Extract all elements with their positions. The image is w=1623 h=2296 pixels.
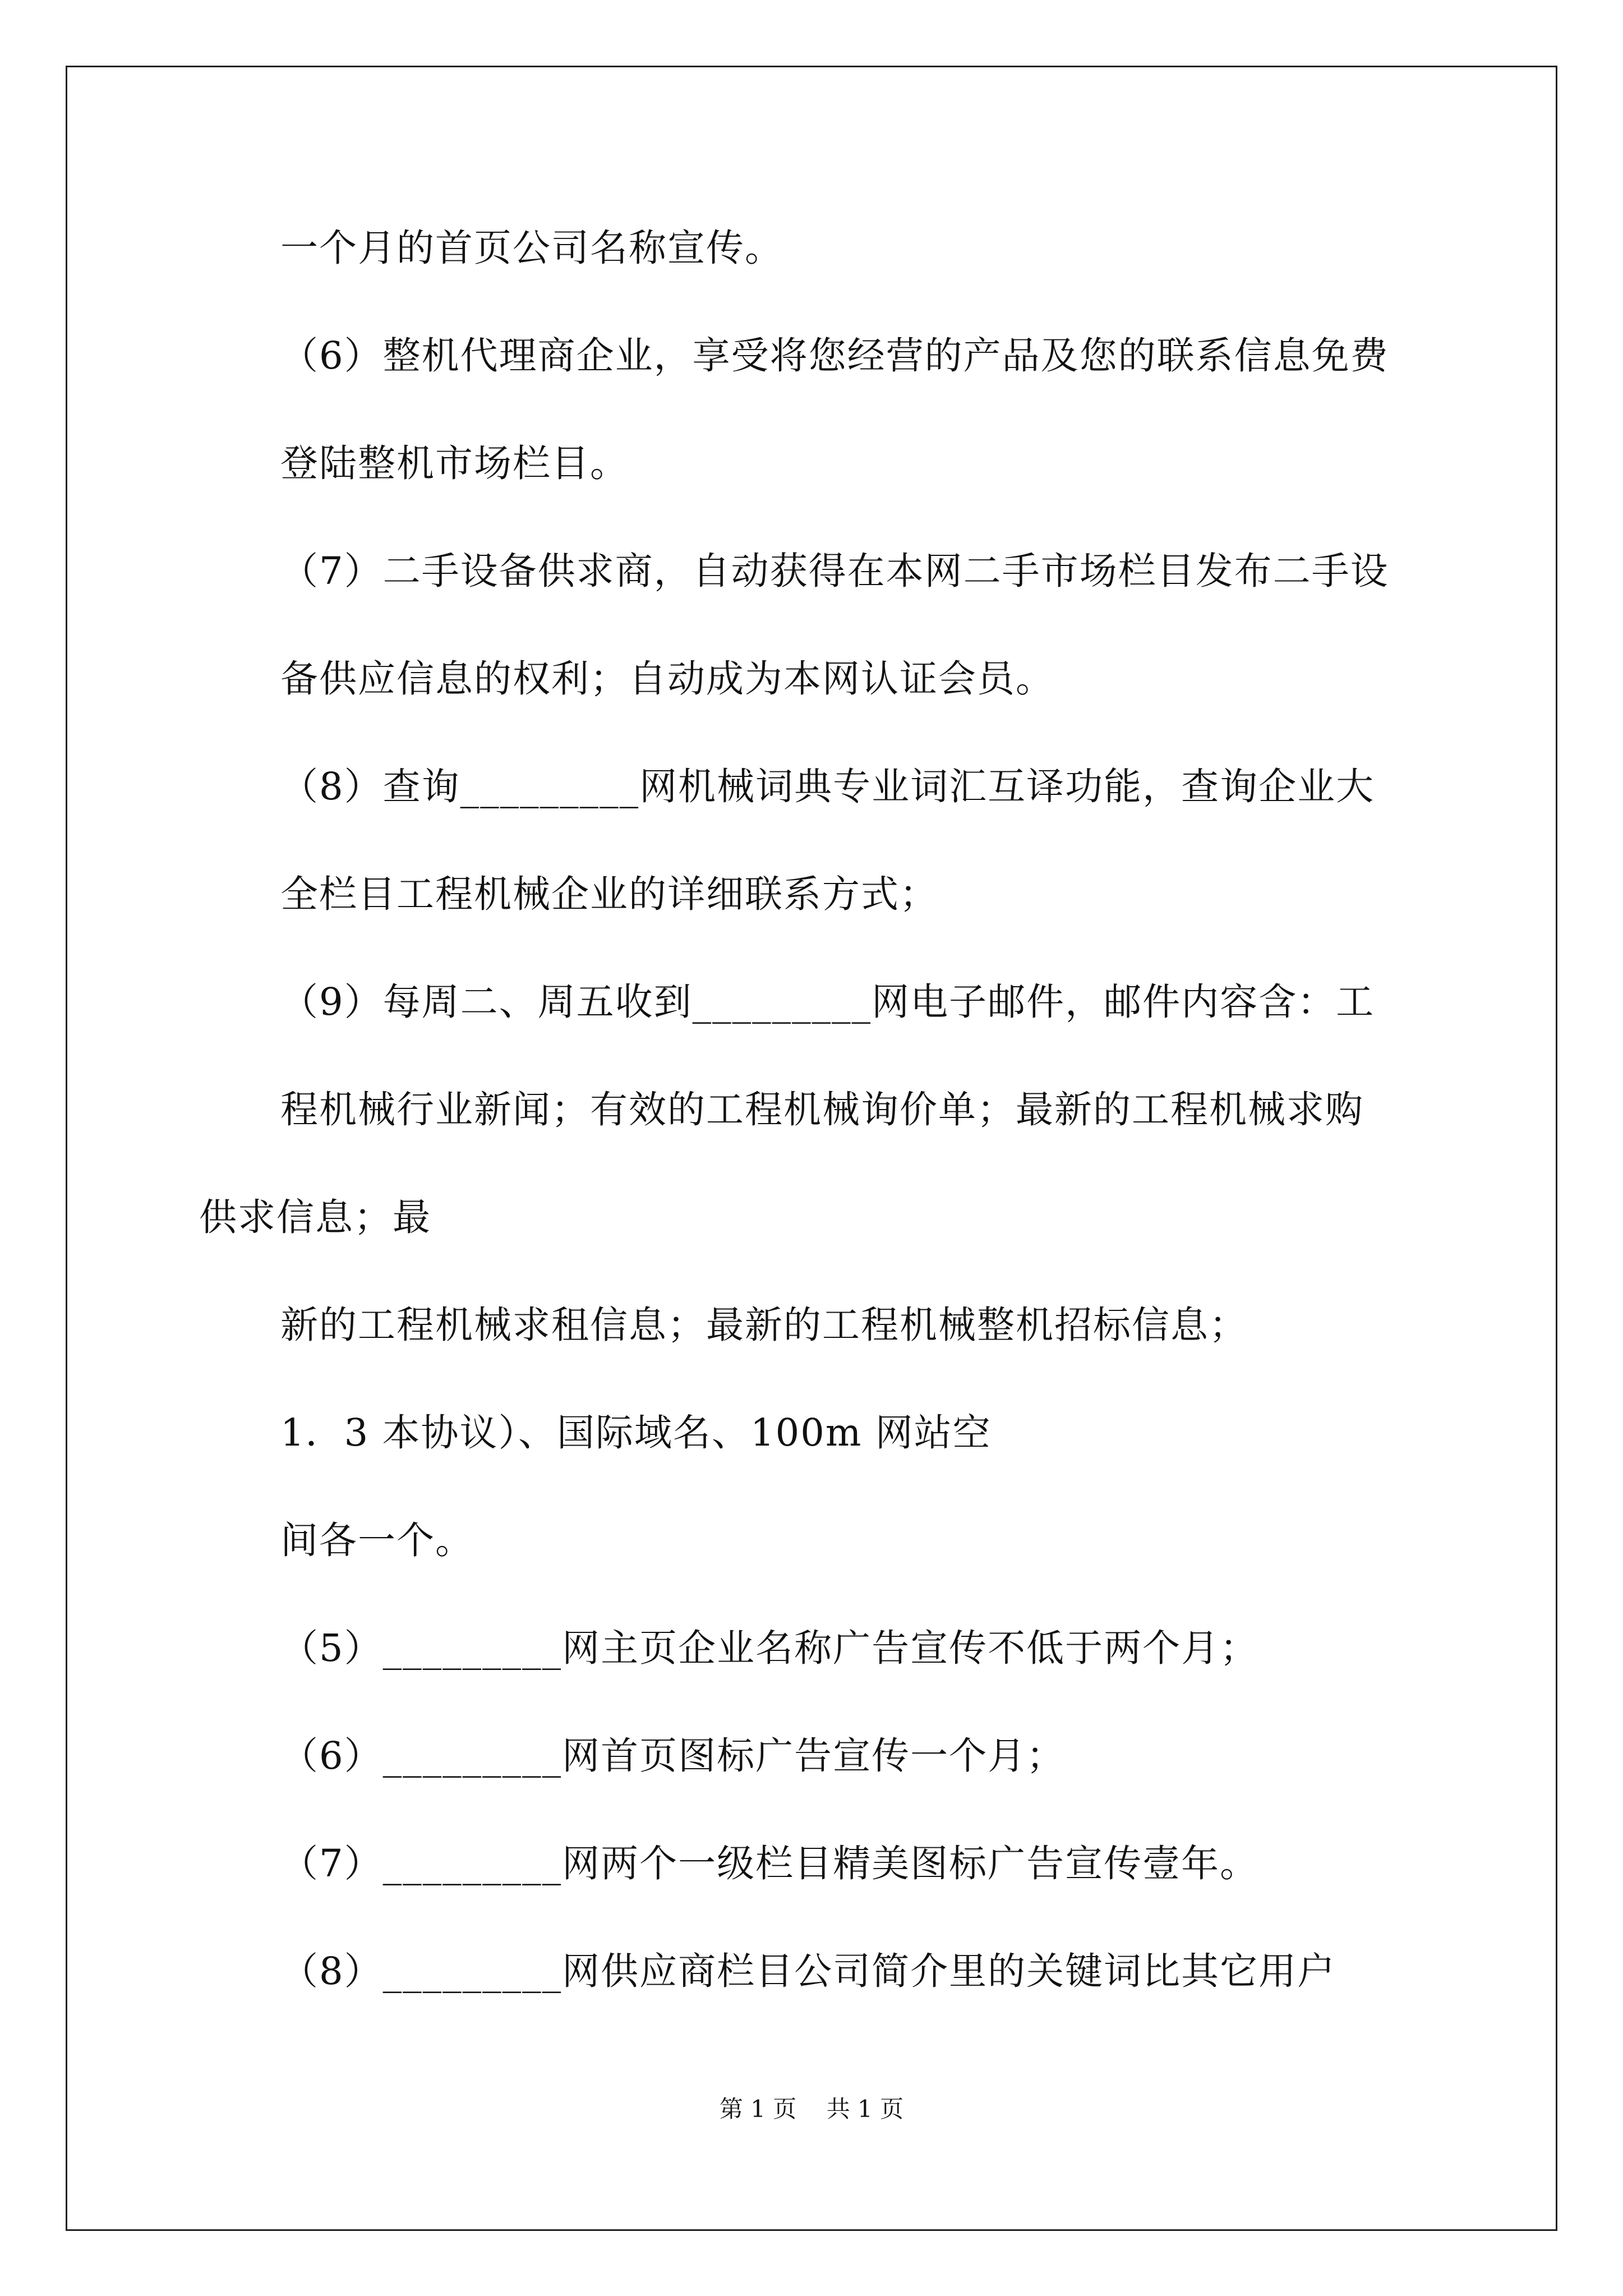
text-line-16: （7）_________网两个一级栏目精美图标广告宣传壹年。	[280, 1842, 1259, 1885]
text-line-7: 全栏目工程机械企业的详细联系方式；	[280, 872, 938, 916]
text-line-14: （5）_________网主页企业名称广告宣传不低于两个月；	[280, 1626, 1259, 1670]
text-line-2: （6）整机代理商企业，享受将您经营的产品及您的联系信息免费	[280, 334, 1389, 378]
text-line-4: （7）二手设备供求商，自动获得在本网二手市场栏目发布二手设	[280, 549, 1389, 593]
text-line-9: 程机械行业新闻；有效的工程机械询价单；最新的工程机械求购	[280, 1088, 1364, 1131]
text-line-1: 一个月的首页公司名称宣传。	[280, 226, 783, 270]
text-line-5: 备供应信息的权利；自动成为本网认证会员。	[280, 657, 1054, 701]
text-line-17: （8）_________网供应商栏目公司简介里的关键词比其它用户	[280, 1949, 1336, 1993]
text-line-11: 新的工程机械求租信息；最新的工程机械整机招标信息；	[280, 1303, 1248, 1347]
text-line-12: 1．3 本协议）、国际域名、100m 网站空	[280, 1411, 992, 1455]
text-line-8: （9）每周二、周五收到_________网电子邮件，邮件内容含：工	[280, 980, 1375, 1024]
text-line-15: （6）_________网首页图标广告宣传一个月；	[280, 1734, 1066, 1778]
text-line-13: 间各一个。	[280, 1519, 474, 1562]
page-footer: 第 1 页 共 1 页	[719, 2095, 904, 2123]
text-line-6: （8）查询_________网机械词典专业词汇互译功能，查询企业大	[280, 765, 1375, 808]
text-line-10: 供求信息；最	[199, 1195, 431, 1239]
text-line-3: 登陆整机市场栏目。	[280, 441, 629, 485]
page-border	[66, 66, 1557, 2231]
